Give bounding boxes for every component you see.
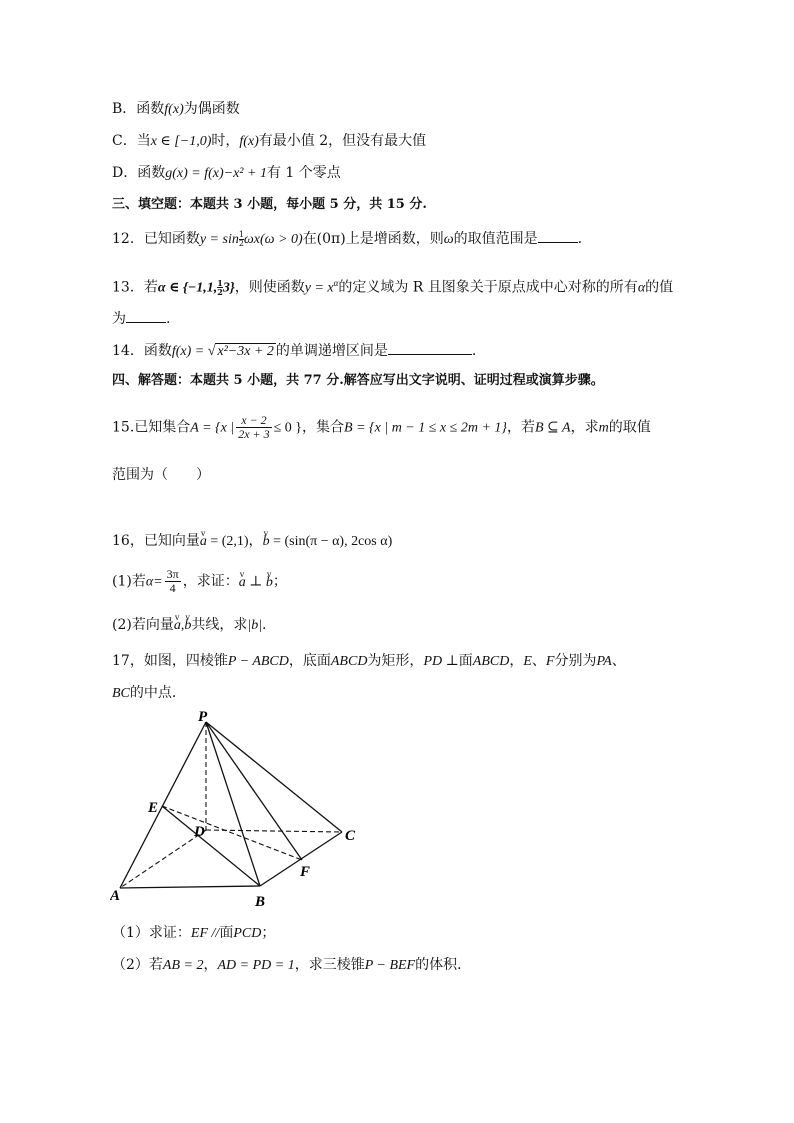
q12-suffix: 的取值范围是 — [453, 231, 538, 247]
q17-mid2: 为矩形， — [367, 653, 424, 669]
option-c-prefix: C．当 — [112, 133, 151, 149]
q15-m: m — [598, 420, 609, 436]
q17-2-ad: AD = PD = 1 — [217, 958, 295, 973]
q17-2-prefix: （2）若 — [112, 957, 163, 973]
q13-end: 的值 — [645, 279, 674, 296]
option-d — [112, 162, 341, 185]
question-16 — [112, 530, 392, 553]
q17-2-pbef: P − BEF — [364, 958, 416, 973]
q16-2-vector-a: v a — [174, 615, 181, 637]
q17-end: 、 — [611, 653, 626, 669]
edge-eb — [162, 806, 260, 886]
label-d: D — [194, 824, 205, 840]
q17-2-comma: ， — [203, 957, 218, 973]
pyramid-figure — [110, 710, 370, 915]
q17-mid3: 面 — [458, 653, 473, 669]
q17-mid4: ， — [509, 653, 524, 669]
q17-1-mid: 面 — [219, 925, 234, 941]
question-15-line2: 范围为（ ） — [112, 467, 210, 483]
q16-2-vector-b: v b — [184, 615, 191, 637]
question-12 — [112, 228, 582, 251]
q13-func: y = x — [304, 280, 334, 296]
q14-prefix: 14．函数 — [112, 343, 172, 359]
q17-e: E — [523, 654, 532, 669]
section-4-heading: 四、解答题：本题共 5 小题，共 77 分.解答应写出文字说明、证明过程或演算步骤。 — [112, 373, 604, 388]
edge-pc — [206, 722, 342, 832]
q15-end: 的取值 — [608, 419, 651, 436]
option-d-prefix: D．函数 — [112, 165, 166, 181]
option-d-expr: g(x) = f(x)−x² + 1 — [165, 166, 267, 181]
q15-le: ≤ 0 } — [273, 420, 303, 436]
edge-ab — [120, 886, 260, 888]
q15-sub: B ⊆ A — [535, 420, 571, 436]
q15-prefix: 15.已知集合 — [112, 419, 191, 436]
q17-abcd: ABCD — [330, 654, 368, 669]
q13-frac-den: 2 — [217, 287, 223, 298]
q14-answer-blank — [388, 340, 472, 355]
q13-mid: ，则使函数 — [234, 279, 305, 296]
q16-2-comma: , — [180, 618, 185, 633]
question-13-line2 — [112, 308, 170, 330]
q14-end: . — [471, 343, 477, 359]
q17-1-pcd: PCD — [233, 926, 262, 941]
q16-1-alpha: α= — [145, 574, 163, 590]
question-14 — [112, 340, 476, 363]
q17-2-mid: ，求三棱锥 — [294, 957, 365, 973]
q16-prefix: 16，已知向量 — [112, 533, 200, 549]
q16-1-den: 4 — [169, 581, 176, 595]
question-16-part2 — [112, 614, 267, 637]
q17-abcd2: ABCD — [472, 654, 510, 669]
question-15 — [112, 414, 651, 441]
q12-rest: ωx(ω > 0) — [243, 232, 303, 247]
q12-answer-blank — [538, 228, 578, 243]
q16-vector-b: v b — [263, 531, 270, 553]
q13-frac-num: 1 — [217, 278, 223, 289]
option-d-suffix: 有 1 个零点 — [266, 165, 341, 181]
q16-2-abs: |b| — [247, 618, 263, 633]
q13-alpha: α — [637, 280, 646, 296]
q15-fraction — [236, 414, 271, 441]
option-b-suffix: 为偶函数 — [183, 101, 240, 117]
q16-a-value: = (2,1)， — [206, 534, 263, 549]
q16-1-end: ； — [272, 573, 287, 590]
q17-mid6: 分别为 — [554, 653, 597, 669]
segment-ef — [162, 806, 302, 860]
sqrt-symbol: √ — [207, 344, 216, 359]
q13-set-end: 3} — [222, 280, 235, 296]
q14-radicand: x²−3x + 2 — [217, 344, 274, 359]
q16-vector-a: v a — [200, 531, 207, 553]
question-17-part1 — [112, 922, 275, 945]
q14-suffix: 的单调递增区间是 — [275, 343, 388, 359]
q15-set-b: B = {x | m − 1 ≤ x ≤ 2m + 1} — [344, 420, 507, 436]
q13-sup: α — [333, 278, 339, 288]
edge-pa — [120, 722, 206, 888]
q17-1-ef: EF // — [190, 926, 220, 941]
q15-set-a: A — [190, 420, 199, 436]
q17-2-end: 的体积． — [415, 957, 472, 973]
q17-2-ab: AB = 2 — [162, 958, 204, 973]
q17-mid5: 、 — [531, 653, 546, 669]
q16-1-prefix: (1)若 — [112, 573, 146, 590]
q16-b-value: = (sin(π − α), 2cos α) — [269, 534, 393, 549]
q16-1-fraction — [165, 568, 181, 595]
edge-pb — [206, 722, 260, 886]
q17-1-end: ； — [261, 925, 276, 941]
q13-set: α ∈ {−1,1, — [157, 280, 218, 296]
q15-eq: = {x | — [198, 420, 235, 436]
section-3-heading: 三、填空题：本题共 3 小题，每小题 5 分，共 15 分. — [112, 197, 427, 212]
q16-1-vector-a: v a — [239, 572, 246, 594]
q17-line2-end: 的中点． — [129, 685, 186, 701]
q16-2-end: . — [262, 617, 267, 633]
question-17-line2 — [112, 682, 186, 705]
q12-frac-num: 1 — [238, 229, 244, 239]
option-c-cond: x ∈ [−1,0) — [150, 134, 212, 149]
q15-num: x − 2 — [236, 414, 271, 428]
q12-prefix: 12．已知函数 — [112, 231, 200, 247]
label-p: P — [198, 710, 208, 725]
q16-2-prefix: (2)若向量 — [112, 617, 174, 633]
q17-mid1: ，底面 — [288, 653, 331, 669]
option-c-mid: 时， — [211, 133, 240, 149]
q13-answer-blank — [126, 308, 166, 323]
q16-1-num: 3π — [166, 567, 179, 581]
question-17 — [112, 650, 626, 673]
q17-pa: PA — [596, 654, 612, 669]
label-b: B — [255, 894, 266, 910]
question-13 — [112, 272, 673, 300]
q15-den: 2x + 3 — [238, 427, 270, 441]
q16-1-mid: ，求证： — [182, 573, 239, 590]
q13-suffix: 的定义域为 R 且图象关于原点成中心对称的所有 — [338, 279, 638, 296]
q17-1-prefix: （1）求证： — [112, 925, 191, 941]
option-c-suffix: 有最小值 2，但没有最大值 — [258, 133, 427, 149]
q12-end: . — [577, 231, 583, 247]
q13-line2: 为 — [112, 311, 126, 327]
label-f: F — [300, 864, 311, 880]
option-b-func: f(x) — [164, 102, 184, 117]
option-c-func: f(x) — [239, 134, 259, 149]
q17-f: F — [545, 654, 555, 669]
edge-pf — [206, 722, 302, 860]
q15-mid: ，集合 — [302, 419, 345, 436]
q16-1-vector-b: v b — [266, 572, 273, 594]
q16-1-perp: ⊥ — [245, 574, 266, 590]
label-c: C — [345, 828, 356, 844]
option-c — [112, 130, 426, 153]
q15-mid3: ，求 — [570, 419, 599, 436]
q12-omega: ω — [443, 232, 454, 247]
q12-mid: 在(0π)上是增函数，则 — [302, 231, 444, 247]
q17-bc: BC — [112, 686, 130, 701]
q12-y: y = sin — [199, 232, 239, 247]
q17-pabcd: P − ABCD — [227, 654, 289, 669]
q13-prefix: 13．若 — [112, 279, 158, 296]
question-17-part2 — [112, 954, 471, 977]
q15-mid2: ，若 — [507, 419, 535, 436]
question-16-part1 — [112, 568, 287, 595]
q14-func: f(x) = — [171, 344, 208, 359]
label-a: A — [110, 888, 121, 904]
q17-prefix: 17，如图，四棱锥 — [112, 653, 228, 669]
q12-frac-den: 2 — [238, 238, 244, 248]
option-b-prefix: B．函数 — [112, 101, 165, 117]
q13-line2-end: . — [166, 311, 171, 327]
q16-2-mid: 共线，求 — [191, 617, 248, 633]
option-b — [112, 98, 240, 121]
label-e: E — [148, 800, 159, 816]
q17-pd: PD ⊥ — [423, 654, 459, 669]
